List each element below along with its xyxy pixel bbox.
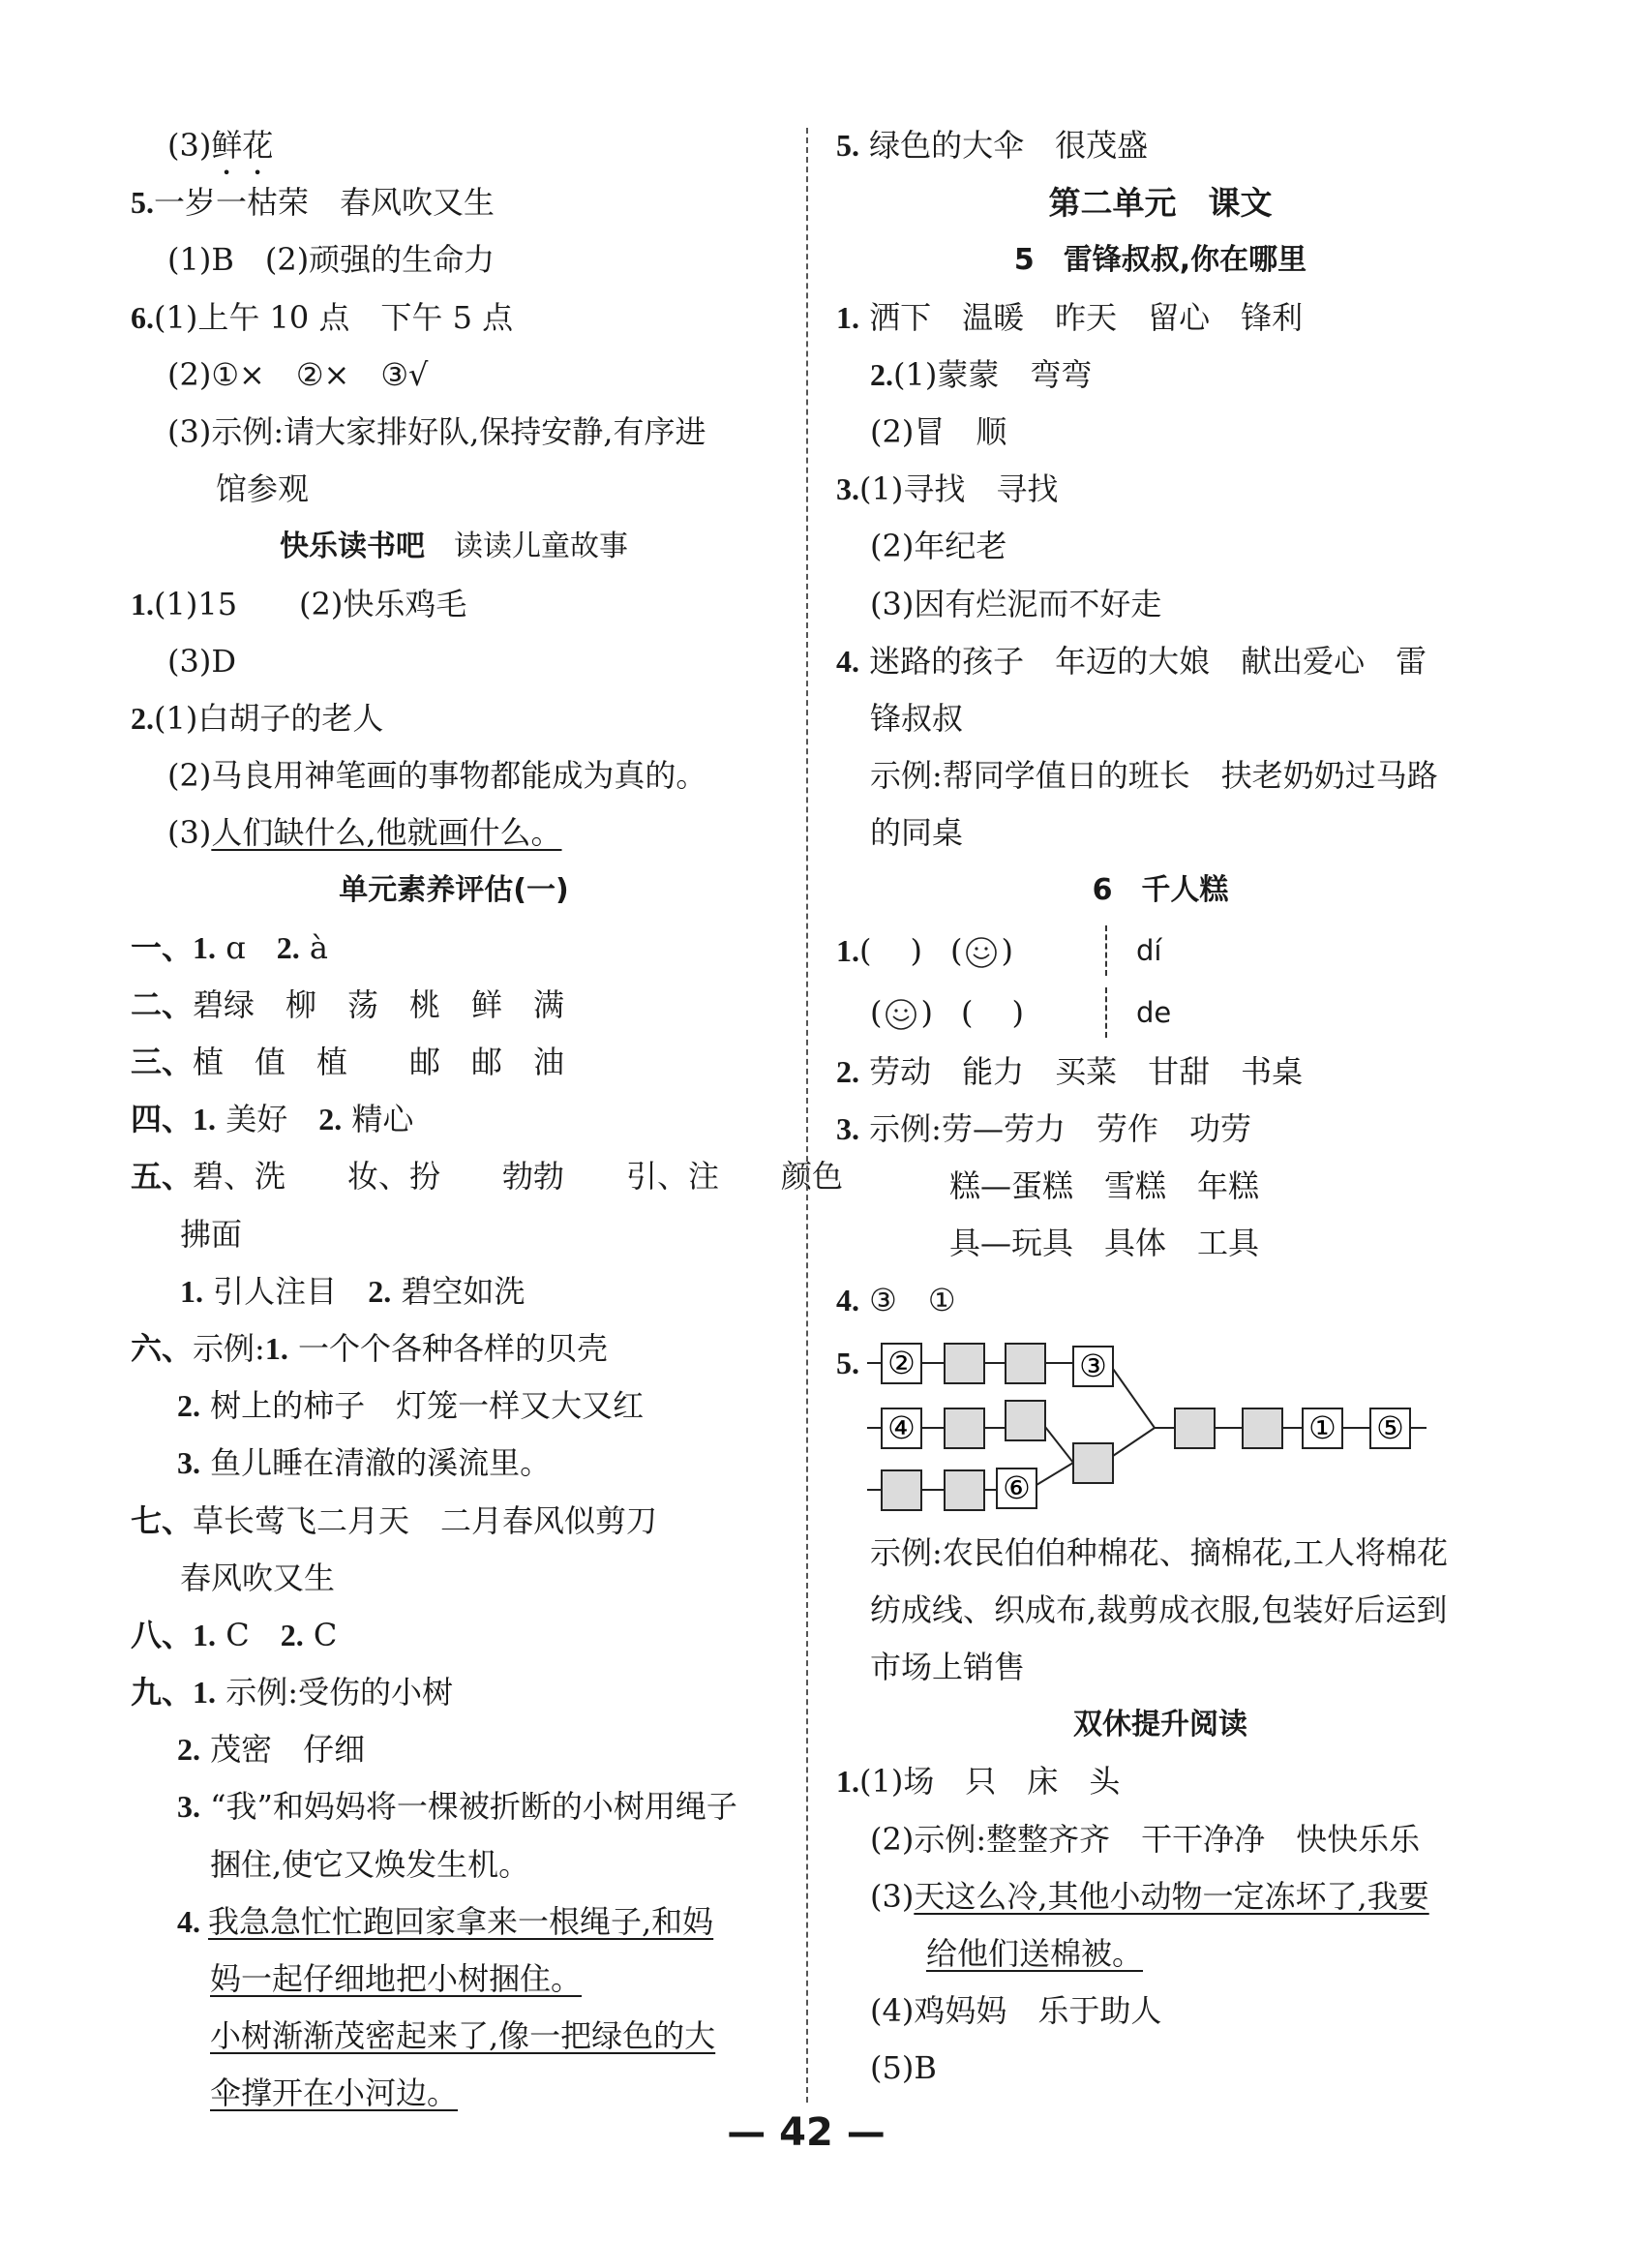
step-label: ② [887,1344,916,1381]
step-label: ① [1308,1408,1337,1446]
blank-step-box [945,1470,984,1510]
question-number: 五、 [131,1159,194,1195]
heading-title: 5 雷锋叔叔,你在哪里 [1013,243,1307,278]
sub-question-number: 2. [280,1617,304,1652]
underlined-answer: 人们缺什么,他就画什么。 [211,814,562,852]
answer-line [836,2040,1485,2097]
blank-step-box [945,1408,984,1448]
blank-step-box [1006,1344,1045,1383]
answer-line [131,1607,777,1664]
answer-line [131,576,777,633]
section-heading [131,518,777,575]
question-number: 1. [180,1273,203,1309]
answer-line [131,1664,777,1721]
answer-line [131,1091,777,1148]
question-number: 3. [836,471,859,507]
sub-question-number: 2. [318,1102,343,1137]
answer-text: C [216,1616,281,1653]
answer-text: 示例:帮同学值日的班长 扶老奶奶过马路 [870,757,1438,795]
left-answer-column [131,117,844,2123]
underlined-answer: 伞撑开在小河边。 [210,2074,459,2112]
answer-line [131,1435,777,1492]
answer-text: 迷路的孩子 年迈的大娘 献出爱心 雷 [859,642,1427,680]
question-number: 2. [836,1053,859,1089]
smiley-face-icon [965,936,998,969]
answer-text: 碧、洗 妆、扮 勃勃 引、注 颜色 [193,1158,844,1196]
underlined-answer: 我急急忙忙跑回家拿来一根绳子,和妈 [208,1902,714,1940]
answer-text: 示例:受伤的小树 [216,1674,453,1711]
blank-step-box [1243,1408,1282,1448]
answer-text: (3) [870,1877,915,1915]
answer-text: 捆住,使它又焕发生机。 [210,1845,530,1883]
answer-text: 市场上销售 [870,1648,1026,1685]
answer-line [836,747,1485,804]
answer-line-smiley [836,982,1485,1044]
answer-line [131,804,777,862]
section-heading [836,174,1485,231]
answer-text: (1)上午 10 点 下午 5 点 [154,298,514,336]
answer-line [836,1925,1485,1983]
answer-text: “我”和妈妈将一棵被折断的小树用绳子 [200,1788,737,1826]
answer-text: 茂密 仔细 [200,1731,366,1769]
answer-line [131,1378,777,1435]
answer-text: 碧空如洗 [391,1272,526,1310]
underlined-answer: 妈一起仔细地把小树捆住。 [210,1960,583,1997]
question-number: 2. [177,1732,200,1768]
question-number: 三、 [131,1045,194,1079]
answer-line [836,1272,1485,1329]
section-heading [836,862,1485,919]
question-number: 3. [836,1110,859,1146]
answer-text: 树上的柿子 灯笼一样又大又红 [200,1387,645,1425]
answer-line [836,1525,1485,1582]
connector-line [1045,1427,1073,1463]
answer-text: 馆参观 [216,470,310,508]
open-paren: ( [961,993,974,1031]
dashed-separator [1105,987,1107,1038]
answer-line [131,920,777,977]
answer-line [836,1983,1485,2040]
question-number: 四、1. [131,1102,217,1137]
answer-line [836,1582,1485,1639]
answer-bracket [950,920,1026,982]
answer-line [131,747,777,804]
step-label: ⑤ [1376,1408,1404,1446]
question-number: 4. [177,1903,208,1939]
answer-text: (1)蒙蒙 弯弯 [893,355,1093,393]
answer-text: 植 值 植 邮 邮 油 [193,1044,565,1080]
heading-title: 6 千人糕 [1092,873,1229,908]
section-heading [836,1696,1485,1753]
answer-line [836,1044,1485,1101]
answer-line [131,231,777,288]
answer-line [836,1811,1485,1868]
question-number: 2. [177,1388,200,1424]
step-label: ③ [1079,1347,1107,1384]
blank-step-box [1073,1443,1113,1483]
question-number: 九、1. [131,1675,217,1711]
question-number: 1. [836,299,859,335]
answer-text: ɑ [216,928,277,966]
heading-title: 双休提升阅读 [1073,1708,1247,1742]
answer-line [131,1550,777,1607]
connector-line [1113,1428,1155,1456]
page-number: — 42 — [727,2110,886,2155]
answer-line [836,117,1485,174]
answer-line [836,1868,1485,1925]
open-paren: ( [859,931,872,969]
step-label: ④ [887,1408,916,1446]
question-number: 七、 [131,1502,194,1538]
answer-line [131,1034,777,1091]
question-number: 3. [177,1789,200,1825]
answer-line [131,1721,777,1778]
answer-text: (2)马良用神笔画的事物都能成为真的。 [167,757,707,795]
answer-line [836,633,1485,690]
answer-bracket [859,920,935,982]
answer-line [131,1493,777,1550]
right-answer-column [836,117,1485,2097]
answer-line [131,633,777,690]
answer-bracket [961,982,1036,1044]
question-number: 二、 [131,986,194,1022]
answer-line [131,347,777,404]
connector-line [1036,1463,1073,1485]
close-paren: ) [1001,931,1013,969]
column-divider [806,128,808,2103]
answer-line [131,117,777,174]
answer-text: C [303,1616,338,1653]
answer-text: 春风吹又生 [180,1559,336,1596]
answer-line [836,347,1485,404]
answer-text: 糕—蛋糕 雪糕 年糕 [949,1167,1260,1204]
answer-text: (4)鸡妈妈 乐于助人 [870,1992,1162,2030]
answer-text: 纺成线、织成布,裁剪成衣服,包装好后运到 [870,1590,1448,1628]
connector-line [1113,1369,1155,1428]
heading-subtitle: 读读儿童故事 [425,530,628,564]
question-number: 一、1. [131,929,217,965]
close-paren: ) [910,931,922,969]
answer-text: (3)D [167,642,236,680]
answer-line [131,1320,777,1378]
answer-text: (5)B [870,2049,937,2087]
blank-step-box [882,1470,921,1510]
answer-line [836,518,1485,575]
sub-question-number: 2. [276,929,300,965]
answer-line [131,1836,777,1893]
close-paren: ) [1011,993,1024,1031]
question-number: 5. [836,1345,859,1380]
answer-text: 引人注目 [203,1272,369,1310]
answer-text: 草长莺飞二月天 二月春风似剪刀 [193,1501,658,1539]
question-number: 1. [836,932,859,968]
underlined-answer: 小树渐渐茂密起来了,像一把绿色的大 [210,2017,716,2055]
answer-bracket [870,982,946,1044]
blank-step-box [1006,1401,1045,1440]
answer-text: 的同桌 [870,814,964,852]
question-number: 1. [131,586,154,621]
blank-step-box [1175,1408,1215,1448]
question-number: 八、1. [131,1617,217,1652]
answer-line [836,690,1485,747]
underlined-answer: 天这么冷,其他小动物一定冻坏了,我要 [914,1877,1429,1915]
answer-text: 劳动 能力 买菜 甘甜 书桌 [859,1052,1304,1090]
answer-text: 具—玩具 具体 工具 [949,1225,1260,1262]
flow-diagram [836,1330,1456,1525]
answer-line [131,461,777,518]
answer-text: 绿色的大伞 很茂盛 [859,127,1149,164]
answer-text: 美好 [216,1101,319,1138]
answer-line [131,1951,777,2008]
answer-text: (3) [167,814,212,852]
answer-line [131,289,777,347]
answer-text: 一岁一枯荣 春风吹又生 [154,184,496,222]
sub-question-number: 1. [264,1330,288,1366]
answer-text: 示例: [193,1329,265,1367]
emphasized-text: 鲜花 [211,127,274,164]
answer-text: 一个个各种各样的贝壳 [287,1329,608,1367]
answer-text: à [299,928,328,966]
answer-line [836,804,1485,862]
answer-line [131,404,777,461]
answer-line [836,1753,1485,1810]
answer-line [836,1215,1485,1272]
answer-line [131,174,777,231]
answer-text: (2)年纪老 [870,528,1007,565]
open-paren: ( [870,993,883,1031]
answer-line [836,1639,1485,1696]
answer-text: (2)示例:整整齐齐 干干净净 快快乐乐 [870,1820,1421,1858]
question-number: 六、 [131,1330,194,1366]
answer-text: (1)场 只 床 头 [859,1763,1121,1801]
question-number: 3. [177,1445,200,1481]
answer-text: (2)冒 顺 [870,412,1007,450]
question-number: 2. [131,700,154,736]
step-label: ⑥ [1003,1469,1031,1506]
answer-text: (2)①× ②× ③√ [167,355,429,393]
answer-text: (3)因有烂泥而不好走 [870,585,1162,622]
answer-text: 碧绿 柳 荡 桃 鲜 满 [193,985,565,1023]
answer-line [836,1101,1485,1158]
answer-line [131,1263,777,1320]
pinyin-label: dí [1136,933,1162,967]
question-number: 4. [836,1283,859,1318]
answer-prefix: (3) [167,127,212,164]
answer-text: 锋叔叔 [870,699,964,737]
answer-text: ③ ① [859,1282,956,1319]
question-number: 6. [131,299,154,335]
answer-line [836,1158,1485,1215]
answer-text: 示例:劳—劳力 劳作 功劳 [859,1109,1251,1147]
close-paren: ) [920,993,933,1031]
section-heading [131,862,777,919]
question-number: 4. [836,643,859,679]
answer-line [836,461,1485,518]
answer-text: 拂面 [180,1215,243,1253]
section-heading [836,231,1485,288]
heading-title: 单元素养评估(一) [339,873,569,908]
answer-line [131,1893,777,1951]
answer-line [131,977,777,1034]
answer-text: 洒下 温暖 昨天 留心 锋利 [859,298,1304,336]
flow-diagram-block [836,1330,1485,1525]
answer-line [131,1148,844,1205]
answer-text: 示例:农民伯伯种棉花、摘棉花,工人将棉花 [870,1533,1448,1571]
question-number: 2. [870,356,893,392]
answer-text: 鱼儿睡在清澈的溪流里。 [200,1444,552,1482]
answer-line [131,690,777,747]
answer-text: 精心 [342,1101,414,1138]
answer-line [836,404,1485,461]
heading-title: 快乐读书吧 [280,530,425,564]
answer-text: (1)B (2)顽强的生命力 [167,241,496,279]
open-paren: ( [950,931,963,969]
heading-title: 第二单元 课文 [1048,184,1273,223]
sub-question-number: 2. [368,1273,392,1309]
answer-line-smiley [836,920,1485,982]
answer-line [836,576,1485,633]
answer-text: (3)示例:请大家排好队,保持安静,有序进 [167,412,706,450]
pinyin-label: de [1136,995,1172,1029]
question-number: 1. [836,1764,859,1800]
underlined-answer: 给他们送棉被。 [926,1934,1144,1972]
answer-text: (1)15 (2)快乐鸡毛 [154,585,467,622]
answer-line [836,289,1485,347]
dashed-separator [1105,925,1107,976]
question-number: 5. [836,128,859,163]
answer-text: (1)白胡子的老人 [154,699,384,737]
answer-line [131,1206,777,1263]
question-number: 5. [131,185,154,221]
smiley-face-icon [885,998,917,1031]
answer-text: (1)寻找 寻找 [859,470,1059,508]
blank-step-box [945,1344,984,1383]
answer-line [131,1778,777,1835]
answer-line [131,2008,777,2065]
